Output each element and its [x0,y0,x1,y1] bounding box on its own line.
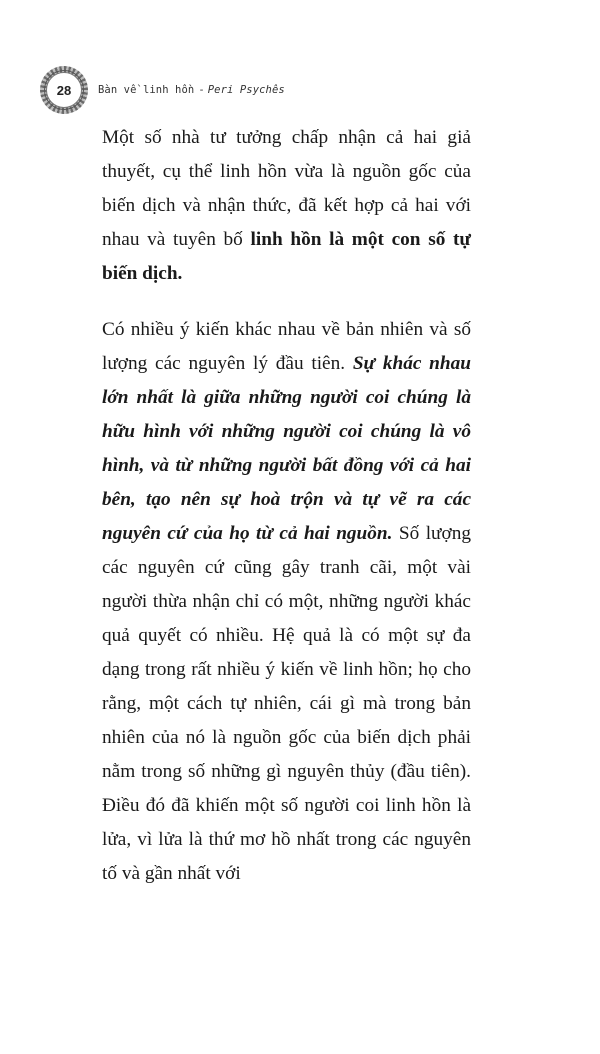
text-segment: Một số nhà tư tưởng chấp nhận cả hai giả thuyết, cụ thể linh hồn vừa là nguồn gốc của biến dịch và nhận thức, đã kết hợp cả hai với nhau và tuyên bố [102,127,471,250]
page-body [102,121,471,913]
greek-key-circle-icon [40,66,88,114]
page-number: 28 [46,72,82,108]
page-header [40,65,285,115]
book-title: Bàn về linh hồn [98,84,195,96]
paragraph-2 [102,313,471,891]
running-head [98,84,285,96]
text-segment: Số lượng các nguyên cứ cũng gây tranh cãi, một vài người thừa nhận chỉ có một, những người khác quả quyết có nhiều. Hệ quả là có một sự đa dạng trong rất nhiều ý kiến về linh hồn; họ cho rằng, một cách tự nhiên, cái gì mà trong bản nhiên của nó là nguồn gốc của biến dịch phải nằm trong số những gì nguyên thủy (đầu tiên). Điều đó đã khiến một số người coi linh hồn là lửa, vì lửa là thứ mơ hồ nhất trong các nguyên tố và gần nhất với [102,523,471,884]
text-segment: Có nhiều ý kiến khác nhau về bản nhiên và số lượng các nguyên lý đầu tiên. [102,319,471,374]
paragraph-1 [102,121,471,291]
book-subtitle: Peri Psychês [207,84,285,96]
bold-emphasis: linh hồn là một con số tự biến dịch. [102,229,472,284]
title-separator: - [198,84,205,96]
bold-italic-emphasis: Sự khác nhau lớn nhất là giữa những người coi chúng là hữu hình với những người coi chúng là vô hình, và từ những người bất đồng với cả hai bên, tạo nên sự hoà trộn và tự vẽ ra các nguyên cứ của họ từ cả hai nguồn. [102,353,471,544]
